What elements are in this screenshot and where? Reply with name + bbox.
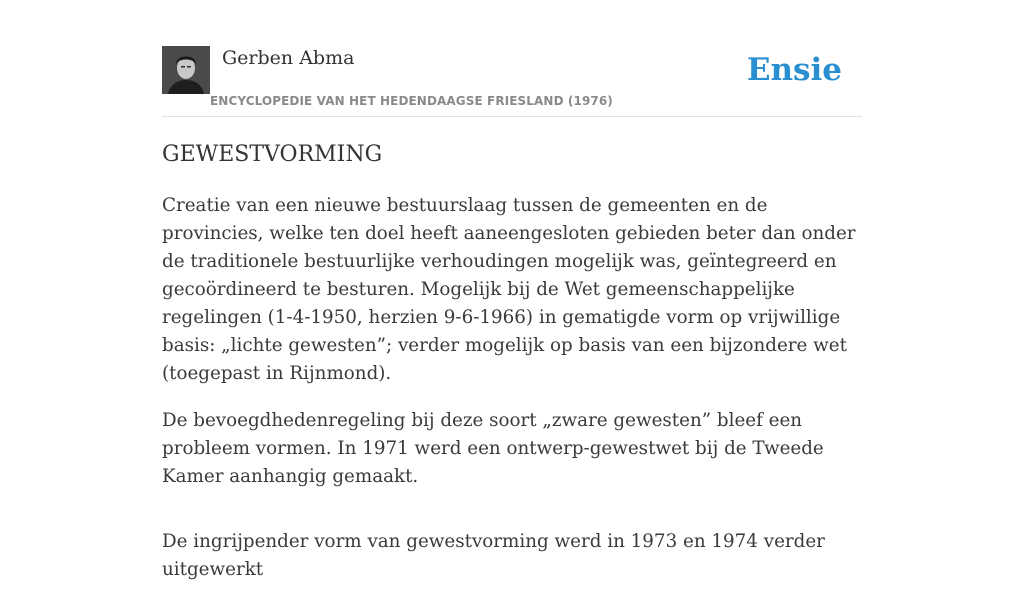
article-paragraph: De ingrijpender vorm van gewestvorming werd in 1973 en 1974 verder uitgewerkt <box>162 531 825 580</box>
author-name[interactable]: Gerben Abma <box>222 47 355 69</box>
article-paragraph: Creatie van een nieuwe bestuurslaag tussen de gemeenten en de provincies, welke ten doel heeft aaneengesloten gebieden beter dan onder de traditionele bestuurlijke verhoudingen mogelijk was, geïntegreerd en gecoördineerd te besturen. Mogelijk bij de Wet gemeenschappelijke regelingen (1-4-1950, herzien 9-6-1966) in gematigde vorm op vrijwillige basis: „lichte gewesten”; verder mogelijk op basis van een bijzondere wet (toegepast in Rijnmond). <box>162 195 856 384</box>
article-header <box>162 46 862 117</box>
article-body <box>162 192 862 603</box>
ensie-logo[interactable]: Ensie <box>746 52 842 88</box>
author-portrait-icon <box>162 46 210 94</box>
source-title[interactable]: ENCYCLOPEDIE VAN HET HEDENDAAGSE FRIESLAND (1976) <box>210 94 613 108</box>
article-title: GEWESTVORMING <box>162 142 383 167</box>
author-avatar[interactable] <box>162 46 210 94</box>
article-paragraph: De bevoegdhedenregeling bij deze soort „zware gewesten” bleef een probleem vormen. In 1971 werd een ontwerp-gewestwet bij de Tweede Kamer aanhangig gemaakt. <box>162 410 824 487</box>
